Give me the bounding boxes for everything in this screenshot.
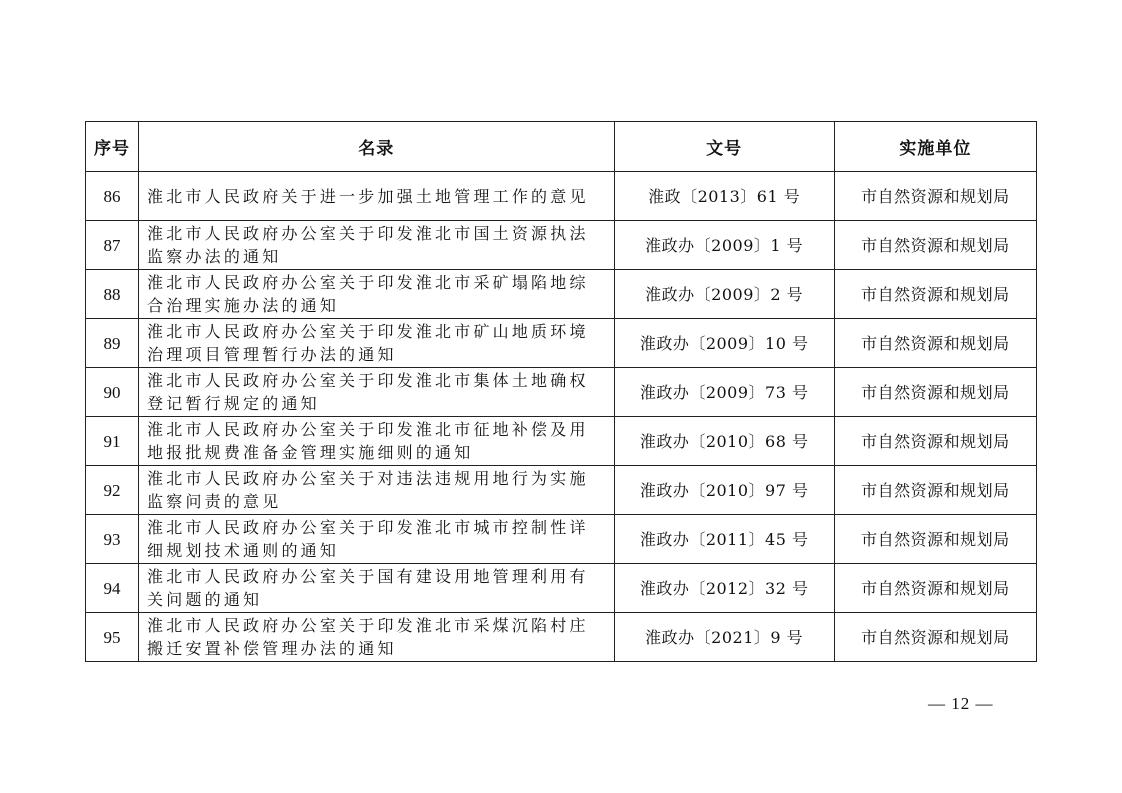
table-row <box>86 368 1037 417</box>
row-serial-number: 89 <box>86 319 139 368</box>
row-document-number: 淮政办〔2012〕32 号 <box>614 564 834 613</box>
row-document-name: 淮北市人民政府办公室关于印发淮北市集体土地确权登记暂行规定的通知 <box>139 368 615 417</box>
row-document-number: 淮政办〔2009〕10 号 <box>614 319 834 368</box>
table-row <box>86 466 1037 515</box>
row-document-name: 淮北市人民政府办公室关于对违法违规用地行为实施监察问责的意见 <box>139 466 615 515</box>
row-serial-number: 95 <box>86 613 139 662</box>
header-implementing-unit: 实施单位 <box>834 122 1036 172</box>
row-document-number: 淮政办〔2011〕45 号 <box>614 515 834 564</box>
row-document-number: 淮政办〔2009〕73 号 <box>614 368 834 417</box>
row-document-name: 淮北市人民政府办公室关于印发淮北市征地补偿及用地报批规费准备金管理实施细则的通知 <box>139 417 615 466</box>
row-serial-number: 93 <box>86 515 139 564</box>
row-serial-number: 86 <box>86 172 139 221</box>
row-document-number: 淮政办〔2009〕2 号 <box>614 270 834 319</box>
row-serial-number: 94 <box>86 564 139 613</box>
row-document-name: 淮北市人民政府办公室关于印发淮北市采煤沉陷村庄搬迁安置补偿管理办法的通知 <box>139 613 615 662</box>
row-document-name: 淮北市人民政府办公室关于印发淮北市城市控制性详细规划技术通则的通知 <box>139 515 615 564</box>
row-document-number: 淮政办〔2021〕9 号 <box>614 613 834 662</box>
document-table <box>85 121 1037 662</box>
row-document-number: 淮政办〔2010〕97 号 <box>614 466 834 515</box>
row-implementing-unit: 市自然资源和规划局 <box>834 368 1036 417</box>
row-document-name: 淮北市人民政府办公室关于印发淮北市矿山地质环境治理项目管理暂行办法的通知 <box>139 319 615 368</box>
table-row <box>86 270 1037 319</box>
header-document-name: 名录 <box>139 122 615 172</box>
table-row <box>86 319 1037 368</box>
row-implementing-unit: 市自然资源和规划局 <box>834 270 1036 319</box>
row-document-number: 淮政办〔2010〕68 号 <box>614 417 834 466</box>
page-number: — 12 — <box>928 694 994 713</box>
table-row <box>86 613 1037 662</box>
row-serial-number: 91 <box>86 417 139 466</box>
row-implementing-unit: 市自然资源和规划局 <box>834 221 1036 270</box>
row-implementing-unit: 市自然资源和规划局 <box>834 564 1036 613</box>
row-implementing-unit: 市自然资源和规划局 <box>834 515 1036 564</box>
row-implementing-unit: 市自然资源和规划局 <box>834 172 1036 221</box>
row-document-name: 淮北市人民政府办公室关于印发淮北市采矿塌陷地综合治理实施办法的通知 <box>139 270 615 319</box>
table-row <box>86 564 1037 613</box>
row-document-number: 淮政办〔2009〕1 号 <box>614 221 834 270</box>
table-header-row <box>86 122 1037 172</box>
row-document-name: 淮北市人民政府办公室关于国有建设用地管理利用有关问题的通知 <box>139 564 615 613</box>
row-implementing-unit: 市自然资源和规划局 <box>834 466 1036 515</box>
row-document-number: 淮政〔2013〕61 号 <box>614 172 834 221</box>
row-implementing-unit: 市自然资源和规划局 <box>834 417 1036 466</box>
row-serial-number: 87 <box>86 221 139 270</box>
header-document-number: 文号 <box>614 122 834 172</box>
table-row <box>86 417 1037 466</box>
row-document-name: 淮北市人民政府关于进一步加强土地管理工作的意见 <box>139 172 615 221</box>
row-document-name: 淮北市人民政府办公室关于印发淮北市国土资源执法监察办法的通知 <box>139 221 615 270</box>
row-serial-number: 88 <box>86 270 139 319</box>
table-row <box>86 221 1037 270</box>
row-implementing-unit: 市自然资源和规划局 <box>834 319 1036 368</box>
table-row <box>86 515 1037 564</box>
row-serial-number: 90 <box>86 368 139 417</box>
table-row <box>86 172 1037 221</box>
row-implementing-unit: 市自然资源和规划局 <box>834 613 1036 662</box>
header-serial-number: 序号 <box>86 122 139 172</box>
row-serial-number: 92 <box>86 466 139 515</box>
